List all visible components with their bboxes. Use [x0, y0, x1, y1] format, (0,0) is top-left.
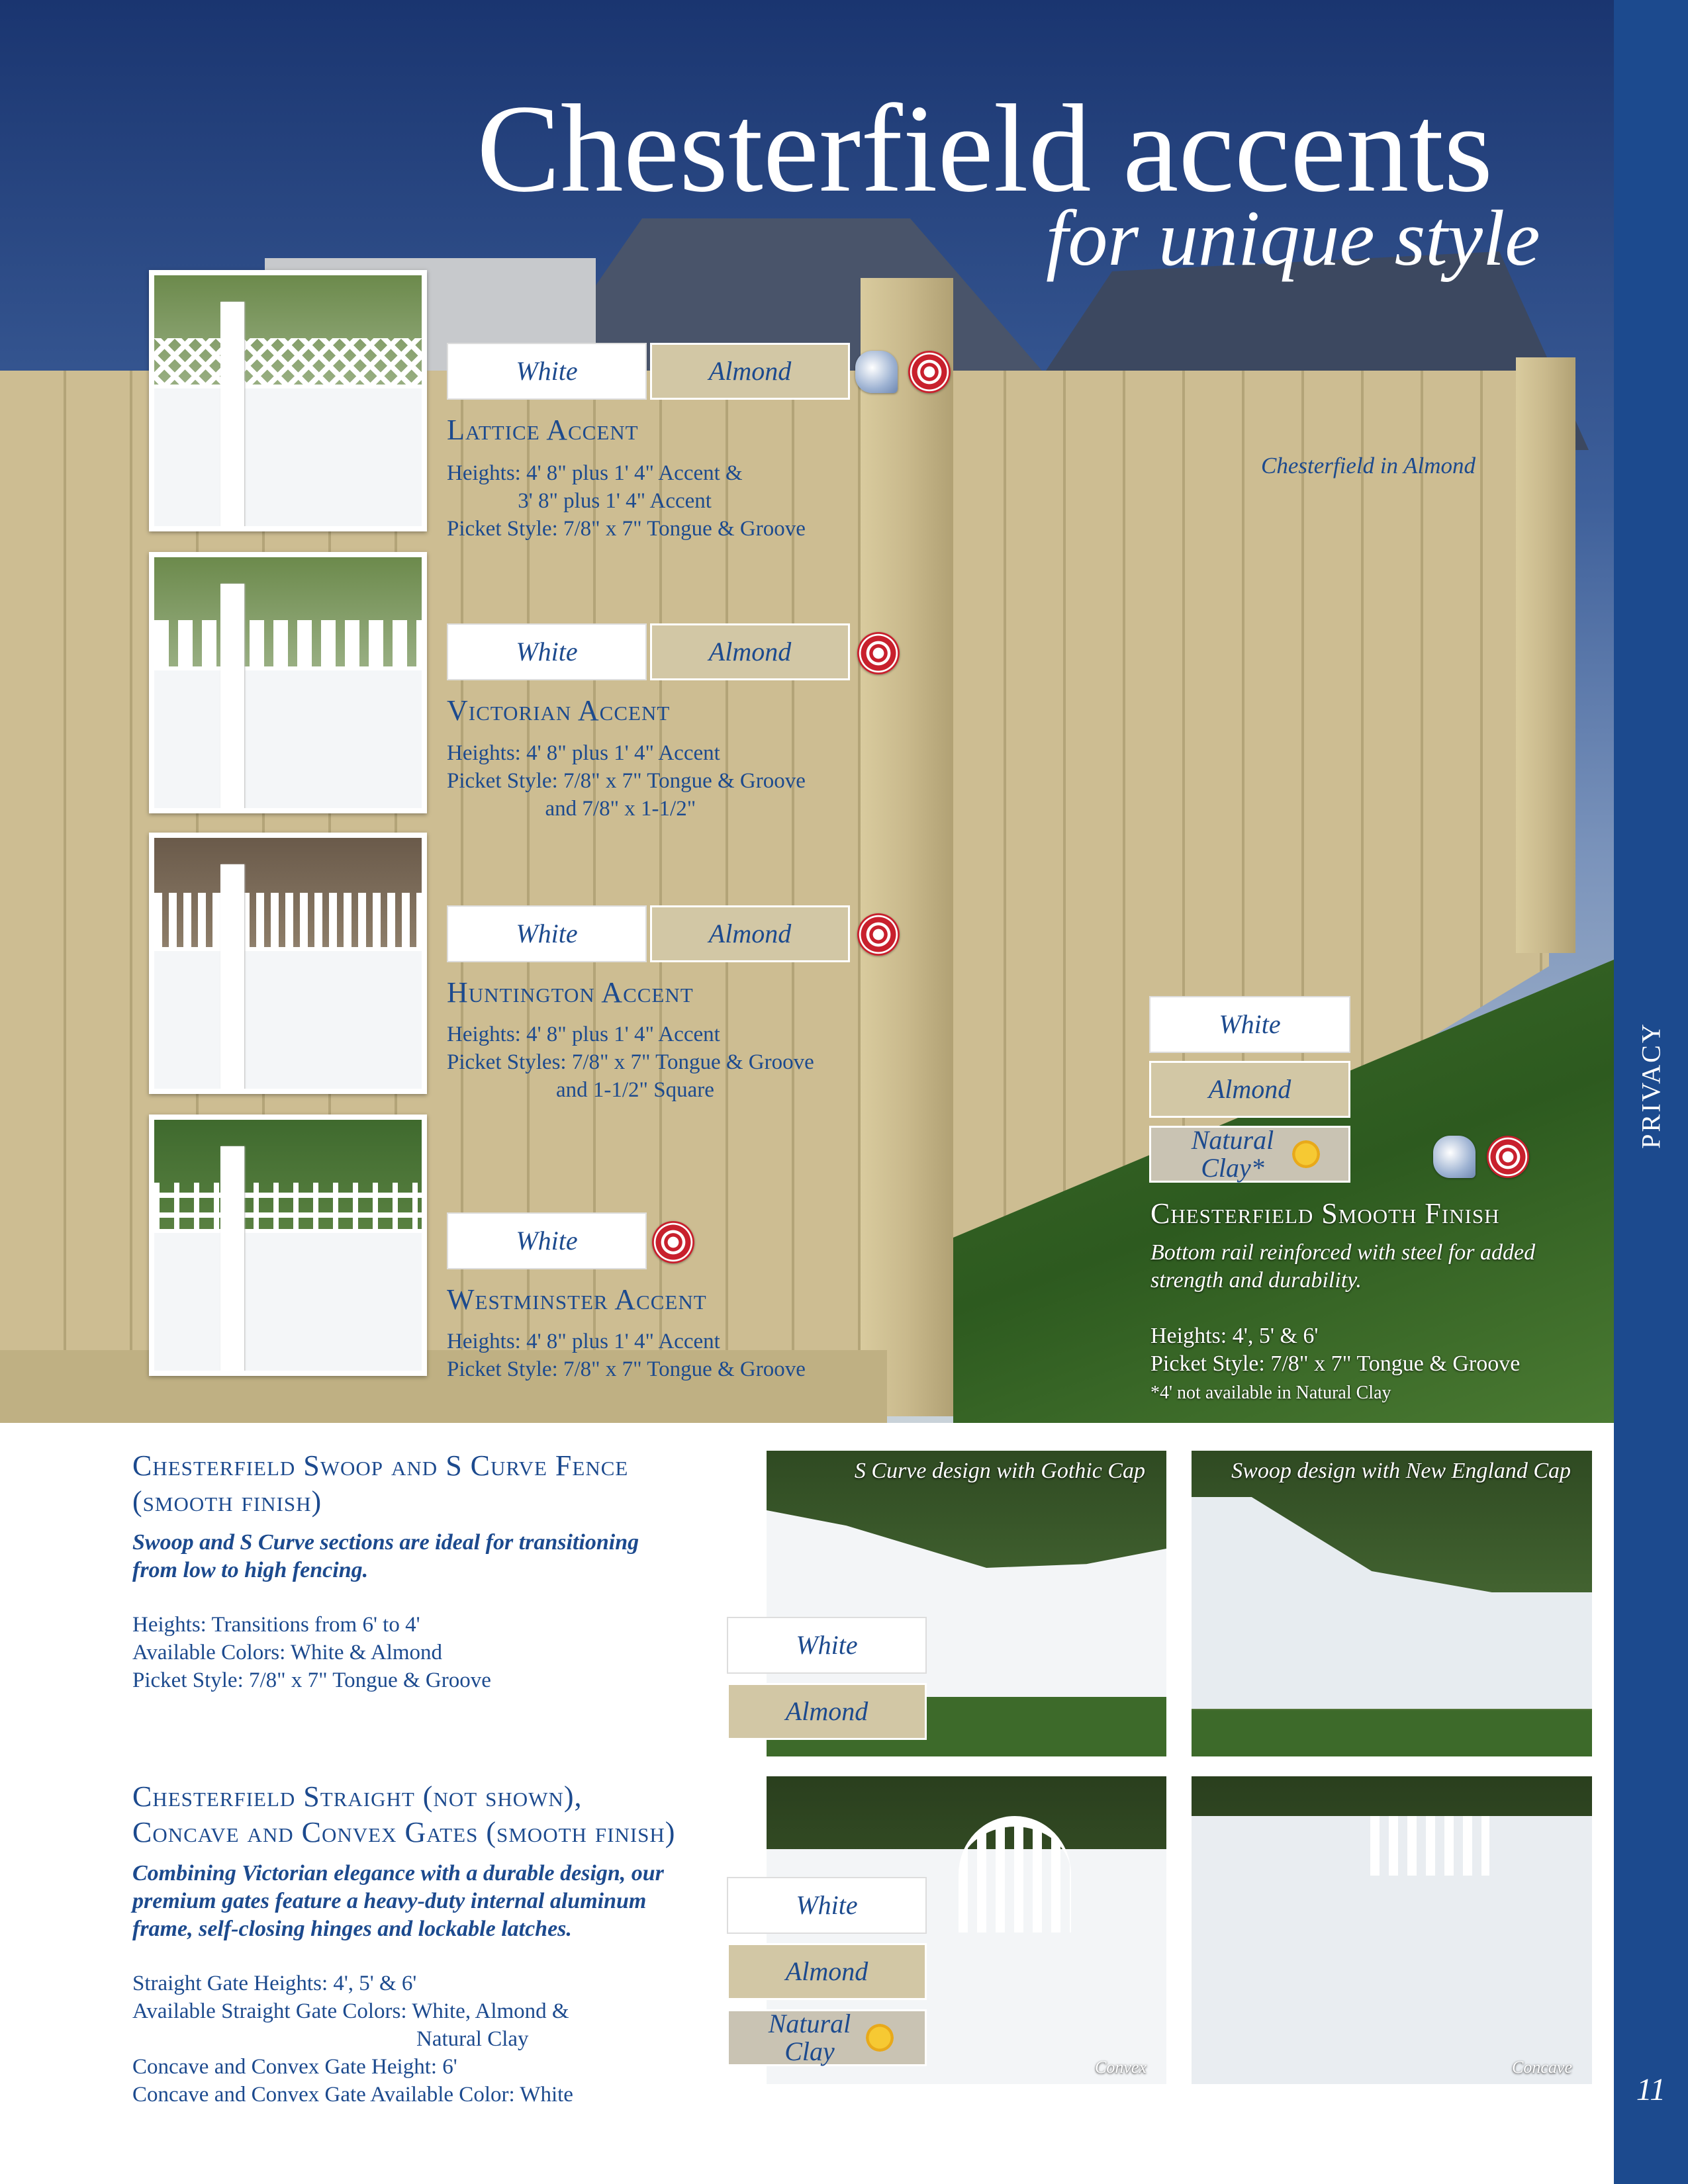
victorian-accent-specs: Heights: 4' 8" plus 1' 4" Accent Picket Style: 7/8" x 7" Tongue & Groove and 7/8" x 1-1/2": [447, 741, 806, 821]
hero-caption: Chesterfield in Almond: [1261, 453, 1476, 478]
huntington-white-chip: White: [447, 905, 647, 962]
swoop-white-chip: White: [727, 1617, 927, 1674]
shell-icon: [1433, 1136, 1476, 1178]
ribbon-award-icon: [1487, 1136, 1529, 1178]
lattice-white-chip: White: [447, 343, 647, 400]
swoop-caption: Swoop design with New England Cap: [1231, 1459, 1571, 1483]
gates-description: Combining Victorian elegance with a durable design, our premium gates feature a heavy-duty internal aluminum frame, self-closing hinges and lockable latches.: [132, 1861, 664, 1941]
page-number: 11: [1636, 2072, 1666, 2107]
gates-almond-chip: Almond: [727, 1943, 927, 2000]
lattice-almond-chip: Almond: [650, 343, 850, 400]
convex-label: Convex: [1095, 2058, 1147, 2077]
huntington-almond-chip: Almond: [650, 905, 850, 962]
s-curve-caption: S Curve design with Gothic Cap: [854, 1459, 1145, 1483]
natural-clay-label: Natural Clay: [768, 2009, 851, 2066]
swoop-description: Swoop and S Curve sections are ideal for transitioning from low to high fencing.: [132, 1530, 639, 1582]
smooth-finish-title: Chesterfield Smooth Finish: [1150, 1197, 1500, 1230]
ribbon-award-icon: [652, 1221, 694, 1263]
smooth-natural-clay-chip: [1149, 1126, 1350, 1183]
gates-title-line1: Chesterfield Straight (not shown),: [132, 1780, 583, 1813]
gates-specs: Straight Gate Heights: 4', 5' & 6' Available Straight Gate Colors: White, Almond & Natural Clay Concave and Convex Gate Height: 6' Concave and Convex Gate Available Color: White: [132, 1972, 573, 2107]
page-title: Chesterfield accents: [477, 79, 1493, 218]
westminster-accent-title: Westminster Accent: [447, 1283, 707, 1316]
westminster-thumbnail: [149, 1115, 427, 1376]
swoop-title-line2: (smooth finish): [132, 1485, 322, 1518]
westminster-accent-specs: Heights: 4' 8" plus 1' 4" Accent Picket Style: 7/8" x 7" Tongue & Groove: [447, 1330, 806, 1381]
ribbon-award-icon: [857, 632, 900, 674]
victorian-almond-chip: Almond: [650, 623, 850, 680]
smooth-finish-note: *4' not available in Natural Clay: [1150, 1383, 1391, 1403]
smooth-almond-chip: Almond: [1149, 1061, 1350, 1118]
huntington-thumbnail: [149, 833, 427, 1094]
smooth-finish-specs: Heights: 4', 5' & 6' Picket Style: 7/8" x 7" Tongue & Groove: [1150, 1324, 1521, 1376]
huntington-accent-specs: Heights: 4' 8" plus 1' 4" Accent Picket Styles: 7/8" x 7" Tongue & Groove and 1-1/2" Square: [447, 1023, 814, 1102]
lattice-accent-title: Lattice Accent: [447, 414, 639, 446]
lattice-accent-specs: Heights: 4' 8" plus 1' 4" Accent & 3' 8" plus 1' 4" Accent Picket Style: 7/8" x 7" Tongue & Groove: [447, 461, 806, 541]
concave-label: Concave: [1512, 2058, 1572, 2077]
westminster-white-chip: White: [447, 1212, 647, 1269]
ribbon-award-icon: [857, 913, 900, 956]
smooth-white-chip: White: [1149, 996, 1350, 1053]
ribbon-award-icon: [908, 351, 951, 393]
gates-white-chip: White: [727, 1877, 927, 1934]
lattice-thumbnail: [149, 270, 427, 531]
section-label: [1614, 1019, 1688, 1152]
section-label-text: PRIVACY: [1636, 1022, 1666, 1149]
victorian-thumbnail: [149, 552, 427, 813]
swoop-title-line1: Chesterfield Swoop and S Curve Fence: [132, 1449, 629, 1482]
victorian-accent-title: Victorian Accent: [447, 694, 671, 727]
swoop-specs: Heights: Transitions from 6' to 4' Available Colors: White & Almond Picket Style: 7/8" x 7" Tongue & Groove: [132, 1613, 491, 1692]
gates-natural-clay-chip: [727, 2009, 927, 2066]
concave-gate-photo: [1192, 1776, 1592, 2084]
page-subtitle: for unique style: [1046, 194, 1540, 282]
victorian-white-chip: White: [447, 623, 647, 680]
smooth-finish-description: Bottom rail reinforced with steel for added strength and durability.: [1150, 1240, 1536, 1293]
sun-icon: [1292, 1140, 1320, 1168]
sun-icon: [866, 2024, 894, 2052]
huntington-accent-title: Huntington Accent: [447, 976, 694, 1009]
swoop-photo: [1192, 1451, 1592, 1756]
natural-clay-label: Natural Clay*: [1191, 1125, 1274, 1183]
swoop-almond-chip: Almond: [727, 1683, 927, 1740]
gates-title-line2: Concave and Convex Gates (smooth finish): [132, 1816, 676, 1848]
shell-icon: [855, 351, 898, 393]
